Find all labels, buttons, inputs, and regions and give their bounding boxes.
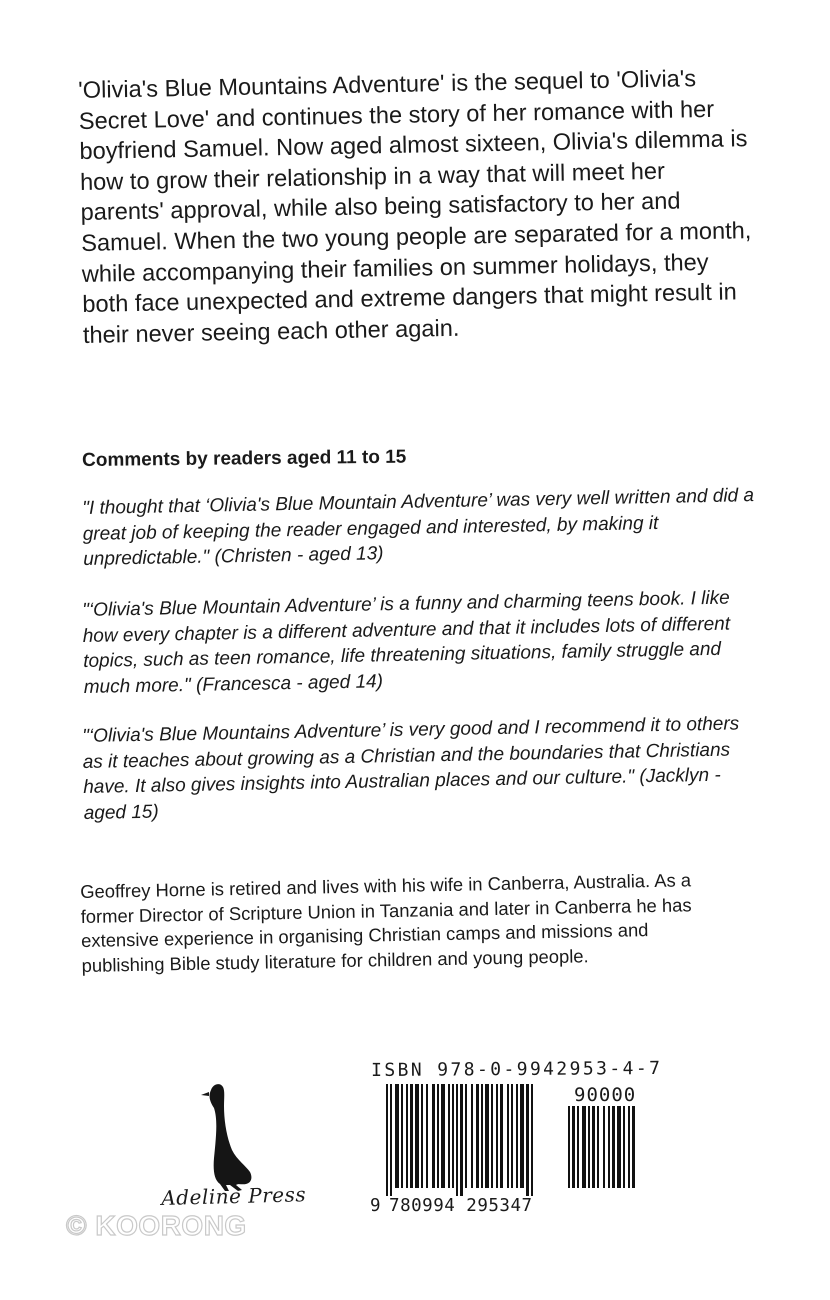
barcode-bar <box>406 1084 408 1188</box>
barcode-bar <box>603 1106 605 1188</box>
barcode-bar <box>531 1084 533 1196</box>
barcode-bar <box>500 1084 503 1188</box>
barcode-bar <box>456 1084 458 1196</box>
barcode-bar <box>588 1106 590 1188</box>
reader-quote: "‘Olivia's Blue Mountains Adventure’ is very good and I recommend it to others as it teaches about growing as a Christian and the boundaries that Christians have. It also gives insights into Australian places and our culture." (Jacklyn - aged 15) <box>82 713 740 824</box>
reader-quote: "‘Olivia's Blue Mountain Adventure’ is a funny and charming teens book. I like how every chapter is a different adventure and that it includes lots of different topics, such as teen romance, life threatening situations, family struggle and much more." (Francesca - aged 14) <box>82 587 731 698</box>
barcode-bar <box>471 1084 473 1188</box>
barcode-bar <box>526 1084 529 1196</box>
barcode-bar <box>632 1106 635 1188</box>
barcode-digits <box>370 1196 533 1216</box>
barcode-first-digit: 9 <box>370 1196 382 1216</box>
barcode-bar <box>426 1084 428 1188</box>
barcode-bar <box>628 1106 630 1188</box>
barcode-bar <box>511 1084 513 1188</box>
barcode-bar <box>437 1084 439 1188</box>
author-bio: Geoffrey Horne is retired and lives with his wife in Canberra, Australia. As a former Director of Scripture Union in Tanzania and later in Canberra he has extensive experience in organising Christian camps and missions and publishing Bible study literature for children and young people. <box>80 869 692 976</box>
barcode-bar <box>491 1084 493 1188</box>
barcode-bar <box>617 1106 621 1188</box>
barcode-bar <box>485 1084 489 1188</box>
barcode-bar <box>421 1084 423 1188</box>
barcode-bar <box>568 1106 570 1188</box>
barcode-bar <box>516 1084 518 1188</box>
barcode-bar <box>386 1084 388 1196</box>
barcode-bar <box>432 1084 435 1188</box>
barcode-bar <box>452 1084 454 1188</box>
barcode-bar <box>395 1084 399 1188</box>
barcode-bar <box>390 1084 392 1196</box>
barcode-bar <box>592 1106 595 1188</box>
barcode-bar <box>481 1084 483 1188</box>
book-blurb: 'Olivia's Blue Mountains Adventure' is the sequel to 'Olivia's Secret Love' and continues the story of her romance with her boyfriend Samuel. Now aged almost sixteen, Olivia's dilemma is how to grow their relationship in a way that will meet her parents' approval, while also being satisfactory to her and Samuel. When the two young people are separated for a month, while accompanying their families on summer holidays, they both face unexpected and extreme dangers that might result in their never seeing each other again. <box>78 66 752 349</box>
ean-barcode <box>386 1084 560 1196</box>
barcode-bar <box>401 1084 403 1188</box>
barcode-bar <box>448 1084 450 1188</box>
addon-barcode <box>568 1106 650 1196</box>
isbn-label: ISBN 978-0-9942953-4-7 <box>371 1057 663 1081</box>
barcode-number: 780994 295347 <box>389 1196 533 1216</box>
barcode-bar <box>415 1084 419 1188</box>
comments-heading: Comments by readers aged 11 to 15 <box>82 446 407 471</box>
barcode-bar <box>612 1106 615 1188</box>
barcode-bar <box>441 1084 445 1188</box>
barcode-bar <box>572 1106 575 1188</box>
barcode-bar <box>496 1084 498 1188</box>
barcode-bar <box>597 1106 599 1188</box>
barcode-bar <box>577 1106 579 1188</box>
barcode-bar <box>608 1106 610 1188</box>
publisher-name: Adeline Press <box>161 1182 307 1210</box>
barcode-bar <box>460 1084 463 1196</box>
barcode-bar <box>582 1106 586 1188</box>
barcode-bar <box>410 1084 413 1188</box>
addon-digits: 90000 <box>574 1084 637 1106</box>
reader-quote: "I thought that ‘Olivia's Blue Mountain Adventure’ was very well written and did a great job of keeping the reader engaged and interested, by making it unpredictable." (Christen - aged 13) <box>82 485 755 571</box>
barcode-bar <box>623 1106 625 1188</box>
barcode-bar <box>476 1084 479 1188</box>
barcode-bar <box>507 1084 509 1188</box>
barcode-bar <box>520 1084 524 1188</box>
watermark: © KOORONG <box>66 1210 247 1241</box>
barcode-bar <box>465 1084 467 1188</box>
